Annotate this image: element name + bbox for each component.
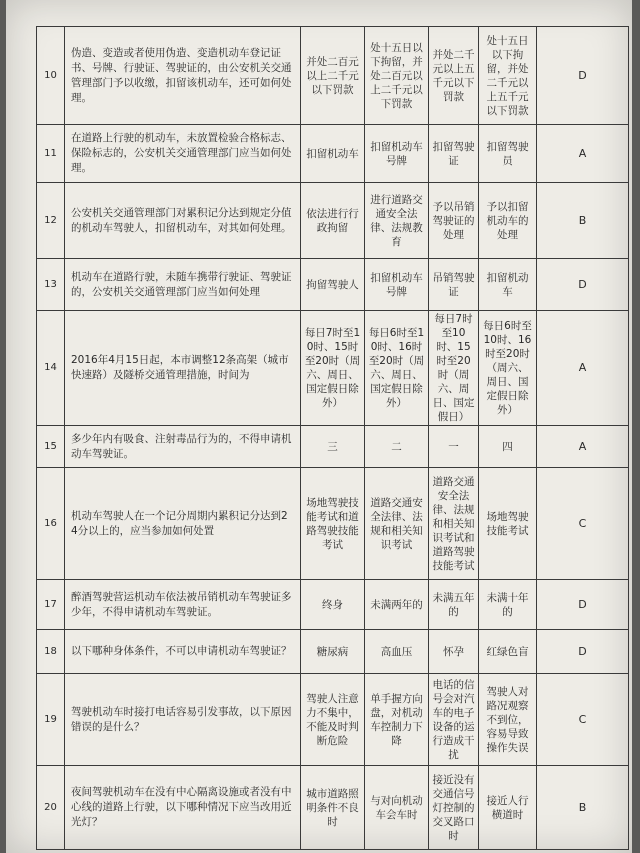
table-row <box>37 426 629 468</box>
question-text: 在道路上行驶的机动车，未放置检验合格标志、保险标志的，公安机关交通管理部门应当如何处理。 <box>65 125 301 183</box>
answer: D <box>537 259 629 311</box>
option-a: 扣留机动车 <box>301 125 365 183</box>
option-a: 城市道路照明条件不良时 <box>301 766 365 850</box>
option-d: 四 <box>479 426 537 468</box>
option-a: 终身 <box>301 580 365 630</box>
question-text: 多少年内有吸食、注射毒品行为的，不得申请机动车驾驶证。 <box>65 426 301 468</box>
option-c: 怀孕 <box>429 630 479 674</box>
option-b: 与对向机动车会车时 <box>365 766 429 850</box>
question-table <box>36 26 629 850</box>
option-a: 拘留驾驶人 <box>301 259 365 311</box>
question-text: 醉酒驾驶营运机动车依法被吊销机动车驾驶证多少年，不得申请机动车驾驶证。 <box>65 580 301 630</box>
question-text: 夜间驾驶机动车在没有中心隔离设施或者没有中心线的道路上行驶，以下哪种情况下应当改用近光灯？ <box>65 766 301 850</box>
option-b: 单手握方向盘，对机动车控制力下降 <box>365 674 429 766</box>
row-number: 18 <box>37 630 65 674</box>
table-row <box>37 766 629 850</box>
option-c: 扣留驾驶证 <box>429 125 479 183</box>
option-c: 道路交通安全法律、法规和相关知识考试和道路驾驶技能考试 <box>429 468 479 580</box>
option-d: 驾驶人对路况观察不到位，容易导致操作失误 <box>479 674 537 766</box>
answer: D <box>537 27 629 125</box>
option-d: 每日6时至10时、16时至20时（周六、周日、国定假日除外） <box>479 311 537 426</box>
option-c: 未满五年的 <box>429 580 479 630</box>
answer: D <box>537 580 629 630</box>
option-d: 处十五日以下拘留，并处二千元以上五千元以下罚款 <box>479 27 537 125</box>
table-row <box>37 580 629 630</box>
row-number: 16 <box>37 468 65 580</box>
option-c: 每日7时至10时、15时至20时（周六、周日、国定假日） <box>429 311 479 426</box>
row-number: 14 <box>37 311 65 426</box>
row-number: 15 <box>37 426 65 468</box>
answer: A <box>537 125 629 183</box>
answer: A <box>537 426 629 468</box>
option-a: 驾驶人注意力不集中，不能及时判断危险 <box>301 674 365 766</box>
option-b: 高血压 <box>365 630 429 674</box>
option-c: 接近没有交通信号灯控制的交叉路口时 <box>429 766 479 850</box>
option-a: 场地驾驶技能考试和道路驾驶技能考试 <box>301 468 365 580</box>
option-a: 每日7时至10时、15时至20时（周六、周日、国定假日除外） <box>301 311 365 426</box>
table-row <box>37 183 629 259</box>
option-a: 并处二百元以上二千元以下罚款 <box>301 27 365 125</box>
row-number: 20 <box>37 766 65 850</box>
row-number: 11 <box>37 125 65 183</box>
table-row <box>37 674 629 766</box>
question-text: 2016年4月15日起，本市调整12条高架（城市快速路）及隧桥交通管理措施，时间为 <box>65 311 301 426</box>
option-b: 道路交通安全法律、法规和相关知识考试 <box>365 468 429 580</box>
row-number: 12 <box>37 183 65 259</box>
option-c: 并处二千元以上五千元以下罚款 <box>429 27 479 125</box>
question-text: 机动车在道路行驶，未随车携带行驶证、驾驶证的，公安机关交通管理部门应当如何处理 <box>65 259 301 311</box>
question-text: 机动车驾驶人在一个记分周期内累积记分达到24分以上的，应当参加如何处置 <box>65 468 301 580</box>
question-text: 公安机关交通管理部门对累积记分达到规定分值的机动车驾驶人，扣留机动车，对其如何处理。 <box>65 183 301 259</box>
row-number: 17 <box>37 580 65 630</box>
option-a: 三 <box>301 426 365 468</box>
table-row <box>37 125 629 183</box>
table-row <box>37 630 629 674</box>
option-d: 接近人行横道时 <box>479 766 537 850</box>
option-d: 红绿色盲 <box>479 630 537 674</box>
option-a: 依法进行行政拘留 <box>301 183 365 259</box>
option-d: 场地驾驶技能考试 <box>479 468 537 580</box>
option-b: 进行道路交通安全法律、法规教育 <box>365 183 429 259</box>
answer: B <box>537 183 629 259</box>
answer: C <box>537 468 629 580</box>
answer: B <box>537 766 629 850</box>
option-a: 糖尿病 <box>301 630 365 674</box>
option-d: 予以扣留机动车的处理 <box>479 183 537 259</box>
option-b: 二 <box>365 426 429 468</box>
answer: C <box>537 674 629 766</box>
table-row <box>37 468 629 580</box>
option-c: 电话的信号会对汽车的电子设备的运行造成干扰 <box>429 674 479 766</box>
paper-sheet <box>6 0 632 853</box>
option-d: 未满十年的 <box>479 580 537 630</box>
table-row <box>37 27 629 125</box>
option-d: 扣留机动车 <box>479 259 537 311</box>
row-number: 10 <box>37 27 65 125</box>
question-text: 驾驶机动车时接打电话容易引发事故，以下原因错误的是什么？ <box>65 674 301 766</box>
row-number: 13 <box>37 259 65 311</box>
option-b: 未满两年的 <box>365 580 429 630</box>
table-row <box>37 311 629 426</box>
table-row <box>37 259 629 311</box>
option-b: 扣留机动车号牌 <box>365 259 429 311</box>
answer: A <box>537 311 629 426</box>
answer: D <box>537 630 629 674</box>
option-c: 吊销驾驶证 <box>429 259 479 311</box>
row-number: 19 <box>37 674 65 766</box>
option-d: 扣留驾驶员 <box>479 125 537 183</box>
option-b: 扣留机动车号牌 <box>365 125 429 183</box>
option-c: 予以吊销驾驶证的处理 <box>429 183 479 259</box>
option-b: 处十五日以下拘留，并处二百元以上二千元以下罚款 <box>365 27 429 125</box>
question-text: 以下哪种身体条件，不可以申请机动车驾驶证？ <box>65 630 301 674</box>
option-c: 一 <box>429 426 479 468</box>
option-b: 每日6时至10时、16时至20时（周六、周日、国定假日除外） <box>365 311 429 426</box>
question-text: 伪造、变造或者使用伪造、变造机动车登记证书、号牌、行驶证、驾驶证的，由公安机关交通管理部门予以收缴，扣留该机动车，还可如何处理。 <box>65 27 301 125</box>
